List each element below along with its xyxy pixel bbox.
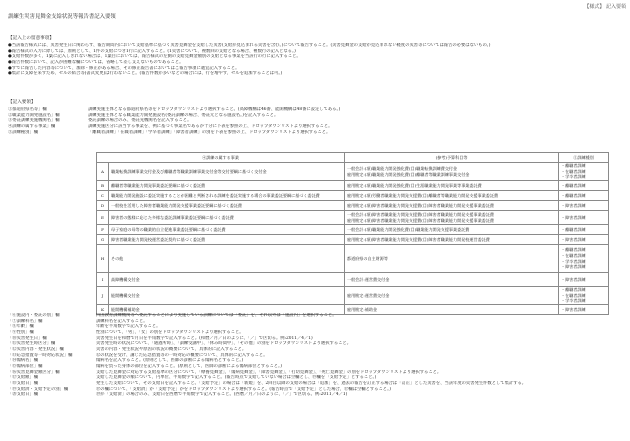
type-line: ・障害者訓練	[561, 276, 586, 282]
field-note-key: 「⑳支給日」欄	[8, 392, 39, 398]
field-note-value: 年齢を半角数字で記入すること。	[96, 324, 161, 330]
guide-row	[8, 130, 623, 136]
guide-value: 訓練実施主体となる都道府県名等をドロップダウンリストより選択すること。(高障機構は46番、能開機構は48番に設定してある。)	[88, 107, 341, 113]
type-cell	[559, 211, 609, 225]
type-line: ・障害者訓練	[561, 236, 586, 242]
header-type: ⑤訓練種別	[559, 153, 609, 163]
type-cell	[559, 201, 609, 211]
field-note-key: 「⑯災害見舞金額区分」欄	[8, 369, 60, 375]
table-row	[97, 225, 609, 235]
guide-value: 訓練実施主体となる職業能力開発施設名(委託訓練の場合、委託元となる施設名。)を記入すること。	[88, 112, 279, 118]
type-line: ・離職者訓練	[561, 226, 586, 232]
field-note-value: 支給した見舞金に対応する支給基準の区分について、「療養見舞金」、「傷病見舞金」、「障害見舞金」、「打切見舞金」、「死亡見舞金」の別をドロップダウンリストより選択すること。	[96, 369, 442, 375]
type-line: ・障害者訓練	[561, 202, 586, 208]
budget-cell	[345, 163, 559, 181]
row-id: C	[97, 191, 109, 201]
field-note-key: 「⑫災害内容・発生状況」欄	[8, 347, 64, 353]
business-cell: 能開機構補助金	[109, 305, 345, 315]
guide-key: ③委託訓練実施機関名」欄	[8, 118, 60, 124]
row-id: J	[97, 287, 109, 305]
field-note-key: 「⑦訓練科名」欄	[8, 318, 43, 324]
field-note-value: 訓練科名を記入すること。	[96, 318, 148, 324]
type-line: ・在職者訓練	[561, 252, 586, 258]
field-note-value: 支給した見舞金の額について、円単位、半角数字で記入すること。(報告時点で支給していない場合は空欄とし、⑲欄を「支給予定」とすること。)	[96, 375, 377, 381]
type-cell	[559, 191, 609, 201]
type-line: ・障害者訓練	[561, 306, 586, 312]
field-note-key: 「⑰支給額」欄	[8, 375, 39, 381]
type-cell	[559, 181, 609, 191]
type-line: ・障害者訓練	[561, 264, 586, 270]
type-line: ・学卒者訓練	[561, 298, 586, 304]
guide-section	[8, 100, 623, 135]
business-cell: 職業能力開発施設に委託実施することが困難と判断される訓練を委託実施する場合の事業委託要綱に基づく委託費	[109, 191, 345, 201]
field-note-key: 「⑪災害発生時区分」欄	[8, 341, 56, 347]
budget-line: 雇用勘定:補助金	[347, 306, 378, 312]
business-cell: 一般校を活用した障害者職業能力開発支援事業委託要綱に基づく委託費	[109, 201, 345, 211]
field-note-value: 傷病を負った身体の部位を記入すること。(原則として、医師の診断による傷病部位とすること。)	[96, 364, 282, 370]
guide-key: ⑤訓練種別」欄	[8, 129, 39, 135]
budget-line: 一般会計:運営費交付金	[347, 276, 390, 282]
note-line: ●当該報告様式には、災害発生日に関わらず、報告期間内において支給基準に基づく災害見舞金を支給した災害(支給が見込まれる災害を含む。)について報告すること。(災害見舞金の支給が見込まれない軽度の災害等については報告の必要はないもの。)	[8, 43, 491, 49]
business-cell: 障害者の態様に応じた多様な委託訓練事業委託要綱に基づく委託費	[109, 211, 345, 225]
budget-line: 都道府県の自主財源等	[347, 255, 388, 261]
field-note-value: 性別について、「男」、「女」の別をドロップダウンリストより選択すること。	[96, 330, 244, 336]
guide-value: 委託訓練の場合のみ、委託先機関名を記入すること。	[88, 118, 192, 124]
guide-key: ②職業能力開発施設名」欄	[8, 112, 60, 118]
budget-line: 一般会計:(項)職業能力開発強化費(目)職業能力開発支援事業委託費	[347, 226, 470, 232]
field-note-value: 災害発生日を和暦で月日を半角数字で記入すること。(和暦／月／日のように、「／」で区切る。例:2011／4／1)	[96, 335, 313, 341]
note-line: ●すでに報告した内容等について、加除・修正がある場合、その修正報告書においてはご報告事項に適宜記入すること。	[8, 65, 240, 71]
guide-heading: 【記入要領】	[8, 100, 36, 105]
field-notes	[8, 313, 623, 398]
type-line: ・離職者訓練	[561, 163, 586, 169]
row-id: A	[97, 163, 109, 181]
row-id: G	[97, 235, 109, 245]
note-line: ●報告件数において、記入が困難な欄については、省略して差し支えないものであること。	[8, 60, 184, 66]
field-note-value: 発生した支給について、その支給日を記入すること。「支給予定」の場合は「新規」を、2回目以降の支給の場合は「追加」を、過去の報告を訂正する場合は「訂正」とした災害を、当該年度の災害発生件数として集計する。	[96, 381, 527, 387]
budget-line: 一般会計:(項)障害者職業能力開発支援費(目)障害者職業能力開発支援事業委託費	[347, 211, 494, 217]
budget-cell	[345, 181, 559, 191]
table-row	[97, 287, 609, 305]
field-note-key: 「⑱支給日」欄	[8, 381, 39, 387]
budget-line: 雇用勘定:(項)職業能力開発強化費(目)離職者等職業訓練事業交付金	[347, 171, 470, 177]
field-note-key: 「⑥施設内・委託の別」欄	[8, 313, 60, 318]
budget-cell	[345, 287, 559, 305]
notes-heading: 【記入上の留意事項】	[8, 36, 54, 41]
budget-line: 雇用勘定:運営費交付金	[347, 292, 390, 298]
guide-key: ④訓練の属する事業」欄	[8, 124, 56, 130]
type-cell	[559, 163, 609, 181]
row-id: H	[97, 245, 109, 273]
budget-line: 雇用勘定:(項)障害者職業能力開発支援費(目)障害者職業能力開発支援事業委託費	[347, 217, 494, 223]
type-cell	[559, 245, 609, 273]
business-cell: その他	[109, 245, 345, 273]
header-budget: (参考)予算科目等	[345, 153, 559, 163]
budget-line: 雇用勘定:(項)障害者職業能力開発支援費(目)障害者職業能力開発支援事業委託費	[347, 202, 494, 208]
row-id: K	[97, 305, 109, 315]
budget-cell	[345, 225, 559, 235]
row-id: D	[97, 201, 109, 211]
business-cell: 職業転換訓練事業交付金及び離職者等職業訓練事業交付金等交付要綱に基づく交付金	[109, 163, 345, 181]
business-cell: 能開機構交付金	[109, 287, 345, 305]
business-cell: 母子家庭の母等の職業的自立促進事業委託要綱に基づく委託費	[109, 225, 345, 235]
type-line: ・離職者訓練	[561, 182, 586, 188]
row-id: F	[97, 225, 109, 235]
notes-section	[8, 36, 623, 77]
format-badge: 【様式】 記入要領	[584, 4, 626, 10]
budget-line: 雇用勘定:(項)障害者職業能力開発支援費(目)障害者職業能力開発校運営委託費	[347, 236, 490, 242]
type-cell	[559, 235, 609, 245]
note-line: ●集計に支障を来すため、セルの結合等(書式変更)は行わないこと。(報告件数が多いなどの場合には、行を増やす、セルを追加することは可。)	[8, 71, 283, 77]
field-note-key: 「⑧年齢」欄	[8, 324, 34, 330]
business-cell: 離職者等職業能力開発事業委託要綱に基づく委託費	[109, 181, 345, 191]
field-note-value: 傷病名を記入すること。(原則として、医師の診断による傷病名とすること。)	[96, 358, 244, 364]
note-line: ●報告様式の入力に際しては、原則として、1件の支給につき1行に記入すること。(1災害について、複数回の支給となる場合、複数行の記入となる。)	[8, 48, 296, 54]
budget-cell	[345, 191, 559, 201]
budget-cell	[345, 211, 559, 225]
type-cell	[559, 273, 609, 287]
field-note-value: ⑲が「支給済」の場合のみ、支給日を西暦で半角数字で記入すること。(西暦／月／日のように、「／」で区切る。例:2011／4／1)	[96, 392, 348, 398]
type-line: ・在職者訓練	[561, 292, 586, 298]
type-line: ・離職者訓練	[561, 287, 586, 293]
type-line: ・学卒者訓練	[561, 174, 586, 180]
table-row	[97, 235, 609, 245]
field-note-value: 四国教育訓練機関等へ委託することにより実施している訓練については「委託」を、それ以外は「施設内」を選択すること。	[96, 313, 337, 318]
budget-line: 雇用勘定:(項)労働者職業能力開発支援費(目)離職者等職業能力開発支援事業委託費	[347, 192, 499, 198]
type-line: ・離職者訓練	[561, 247, 586, 253]
table-row	[97, 191, 609, 201]
row-id: E	[97, 211, 109, 225]
field-note-value: ⑫の状況を受け、講じた応急措置等の一時対応の概要について、具体的に記入すること。	[96, 352, 268, 358]
table-row	[97, 201, 609, 211]
budget-cell	[345, 245, 559, 273]
header-business: ④訓練の属する事業	[97, 153, 345, 163]
field-note-key: 「⑭傷病名」欄	[8, 358, 39, 364]
guide-key: ①都道府県名等」欄	[8, 107, 47, 113]
guide-value: 訓練実施区分に該当する事業を、例に基づく事業名であるか十分に下表を参照の上、ドロップダウンリストより選択すること。	[88, 124, 333, 130]
type-cell	[559, 225, 609, 235]
field-note-value: 災害の内容・発生状況や原因の状況の概要について、具体的に記入すること。	[96, 347, 247, 353]
row-id: B	[97, 181, 109, 191]
field-note-row	[8, 392, 623, 398]
guide-value: 「離職者訓練」「在職者訓練」「学卒者訓練」「障害者訓練」の別を下表を参照の上、ドロップダウンリストより選択すること。	[88, 129, 331, 135]
table-header-row	[97, 153, 609, 163]
field-note-key: 「⑨性別」欄	[8, 330, 34, 336]
table-row	[97, 245, 609, 273]
field-note-key: 「⑬応急措置等一時対応状況」欄	[8, 352, 73, 358]
note-line: ●支給件数が多く、1葉に記入しきれない場合は、1葉目においては、報告様式の左側の支給見舞金額別の支給となる事業を当該行の行に記入すること。	[8, 54, 301, 60]
budget-cell	[345, 273, 559, 287]
business-cell: 高障機構交付金	[109, 273, 345, 287]
row-id: I	[97, 273, 109, 287]
field-note-key: 「⑩災害発生日」欄	[8, 335, 47, 341]
type-line: ・障害者訓練	[561, 214, 586, 220]
budget-line: 一般会計:(項)職業能力開発強化費(目)職業転換訓練費交付金	[347, 165, 458, 171]
type-line: ・離職者訓練	[561, 192, 586, 198]
table-row	[97, 181, 609, 191]
budget-cell	[345, 235, 559, 245]
budget-line: 雇用勘定:(項)職業能力開発強化費(目)生涯職業能力開発事業等事業委託費	[347, 182, 482, 188]
field-note-key: 「⑮傷病部位」欄	[8, 364, 43, 370]
table-row	[97, 273, 609, 287]
field-note-value: 災害発生時の状況について、「通過所時」、「訓練受講中」、「休み時間中」、「その他」の別をドロップダウンリストより選択すること。	[96, 341, 352, 347]
type-line: ・学卒者訓練	[561, 258, 586, 264]
page-title: 訓練生災害見舞金支給状況等報告書記入要領	[8, 14, 116, 20]
table-row	[97, 163, 609, 181]
type-line: ・在職者訓練	[561, 168, 586, 174]
field-note-key: 「⑲支給済・支給予定の別」欄	[8, 386, 69, 392]
business-cell: 障害者職業能力開発校運営委託契約に基づく委託費	[109, 235, 345, 245]
business-table	[96, 152, 609, 315]
budget-cell	[345, 201, 559, 211]
type-cell	[559, 287, 609, 305]
table-row	[97, 211, 609, 225]
field-note-value: ⑰の欄について、「支給済」か「支給予定」かをドロップダウンリストより選択すること。(報告時点で「支給予定」とした場合、⑰欄は空欄とすること。)	[96, 386, 391, 392]
